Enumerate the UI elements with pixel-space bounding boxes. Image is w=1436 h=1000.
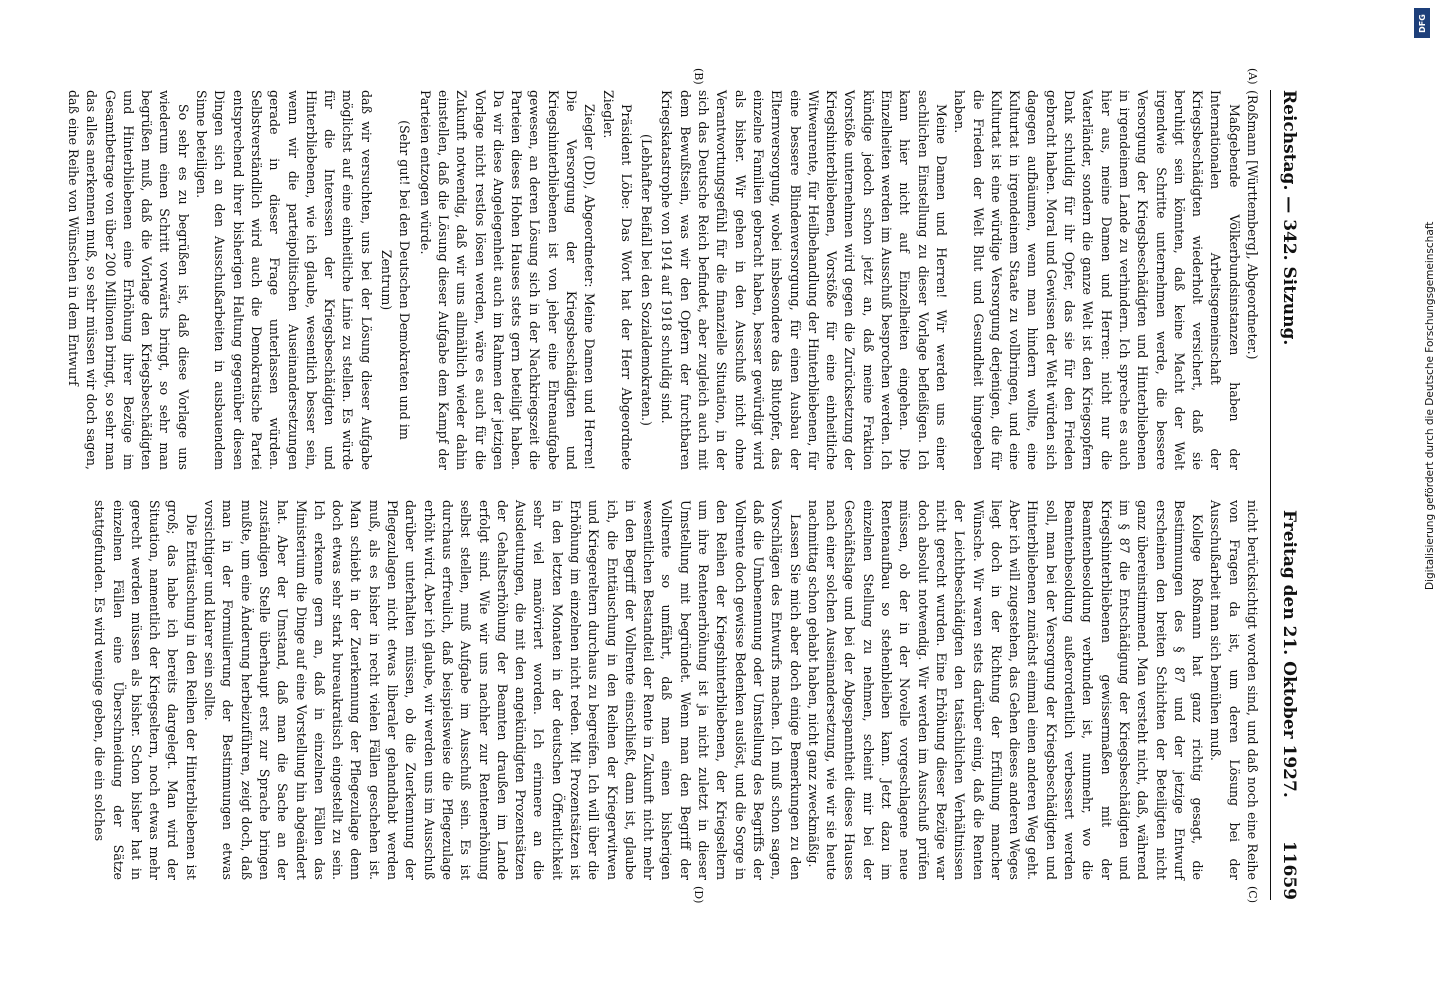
paragraph: Meine Damen und Herren! Wir werden uns einer sachlichen Einstellung zu dieser Vorlage befleißigen. Ich kann hier nicht auf Einzelheiten eingehen. Die Einzelheiten werden im Ausschuß besprochen werden. Ich kündige jedoch schon jetzt an, daß meine Fraktion Vorstöße unternehmen wird gegen die Zurücksetzung der Kriegshinterbliebenen, Vorstöße für eine einheitliche Witwenrente, für Heilbehandlung der Hinterbliebenen, für eine bessere Blindenversorgung, für einen Ausbau der Elternversorgung, wobei insbesondere das Blutopfer, das einzelne Familien gebracht haben, besser gewürdigt wird als bisher. Wir gehen in den Ausschuß nicht ohne Verantwortungsgefühl für die finanzielle Situation, in der sich das Deutsche Reich befindet, aber zugleich auch mit dem Bewußtsein, was wir den Opfern der furchtbaren Kriegskatastrophe von 1914 auf 1918 schuldig sind.	[659, 90, 949, 470]
paragraph: Maßgebende Völkerbundsinstanzen haben der Internationalen Arbeitsgemeinschaft der Kriegsbeschädigten wiederholt versichert, daß sie beruhigt sein könnten, daß keine Macht der Welt irgendwie Schritte unternehmen werde, die bessere Versorgung der Kriegsbeschädigten und Hinterbliebenen in irgendeinem Lande zu verhindern. Ich spreche es auch hier aus, meine Damen und Herren: nicht nur die Vaterländer, sondern die ganze Welt ist den Kriegsopfern Dank schuldig für ihr Opfer, das sie für den Frieden gebracht haben. Moral und Gewissen der Welt würden sich dagegen aufbäumen, wenn man hindern wollte, eine Kulturtat in irgendeinem Staate zu vollbringen, und eine Kulturtat ist eine würdige Versorgung derjenigen, die für die Frieden der Welt Blut und Gesundheit hingegeben haben.	[952, 90, 1242, 470]
paragraph: Lassen Sie mich aber doch einige Bemerkungen zu den Vorschlägen des Entwurfs machen. Ich muß schon sagen, daß die Umbenennung oder Umstellung des Begriffs der Vollrente doch gewisse Bedenken auslöst, und die Sorge in den Reihen der Kriegshinterbliebenen, der Kriegseltern um ihre Rentenerhöhung ist ja nicht zuletzt in dieser Umstellung mit begründet. Wenn man den Begriff der Vollrente so umfährt, daß man einen bisherigen wesentlichen Bestandteil der Rente in Zukunft nicht mehr in den Begriff der Vollrente einschließt, dann ist, glaube ich, die Enttäuschung in den Reihen der Kriegerwitwen und Kriegereltern durchaus zu begreifen. Ich will über die Erhöhung im einzelnen nicht reden. Mit Prozentsätzen ist in den letzten Monaten in der deutschen Öffentlichkeit sehr viel manövriert worden. Ich erinnere an die Ausdeutungen, die mit den angekündigten Prozentsätzen der Gehaltserhöhung der Beamten draußen im Lande erfolgt sind. Wie wir uns nachher zur Rentenerhöhung selbst stellen, muß Aufgabe im Ausschuß sein. Es ist durchaus erfreulich, daß beispielsweise die Pflegezulage erhöht wird. Aber ich glaube, wir werden uns im Ausschuß darüber unterhalten müssen, ob die Zuerkennung der Pflegezulagen nicht etwas liberaler gehandhabt werden muß, als es bisher in recht vielen Fällen geschehen ist. Man schiebt in der Zuerkennung der Pflegezulage denn doch etwas sehr stark bureaukratisch eingestellt zu sein. Ich erkenne gern an, daß in einzelnen Fällen das Ministerium die Dinge auf eine Vorstellung hin abgeändert hat. Aber der Umstand, daß man die Sache an der zuständigen Stelle überhaupt erst zur Sprache bringen mußte, um eine Änderung herbeizuführen, zeigt doch, daß man in der Formulierung der Bestimmungen etwas vorsichtiger und klarer sein sollte.	[202, 500, 803, 880]
dfg-logo: DFG	[1414, 8, 1430, 38]
paragraph: Ziegler (DD), Abgeordneter: Meine Damen und Herren! Die Versorgung der Kriegsbeschädigten und Kriegshinterbliebenen ist von jeher eine Ehrenaufgabe gewesen, an deren Lösung sich in der Nachkriegszeit die Parteien dieses Hohen Hauses stets gern beteiligt haben. Da wir diese Angelegenheit auch im Rahmen der jetzigen Vorlage nicht restlos lösen werden, wäre es auch für die Zukunft notwendig, daß wir uns allmählich wieder dahin einstellen, daß die Lösung dieser Aufgabe dem Kampf der Parteien entzogen würde.	[417, 90, 598, 470]
left-column	[66, 90, 1261, 470]
applause-note: (Lebhafter Beifall bei den Sozialdemokraten.)	[639, 134, 655, 426]
page-number: 11659	[1279, 840, 1299, 900]
margin-mark-d: (D)	[692, 886, 705, 904]
paragraph: Die Enttäuschung in den Reihen der Hinterbliebenen ist groß; das habe ich bereits dargelegt. Man wird der Situation, namentlich der Kriegseltern, noch etwas mehr gerecht werden müssen als bisher. Schon bisher hat in einzelnen Fällen eine Überschneidung der Sätze stattgefunden. Es wird wenige geben, die ein solches	[92, 500, 199, 880]
interjection-note: (Sehr gut! bei den Deutschen Demokraten und im Zentrum)	[379, 120, 413, 440]
president-statement: Präsident Löbe: Das Wort hat der Herr Abgeordnete Ziegler.	[600, 90, 634, 470]
right-column	[92, 500, 1261, 880]
paragraph: So sehr es zu begrüßen ist, daß diese Vorlage uns wiederum einen Schritt vorwärts bringt, so sehr man begrüßen muß, daß die Vorlage den Kriegsbeschädigten und Hinterbliebenen eine Erhöhung ihrer Bezüge im Gesamtbetrage von über 200 Millionen bringt, so sehr man das alles anerkennen muß, so sehr müssen wir doch sagen, daß eine Reihe von Wünschen in dem Entwurf	[66, 90, 191, 470]
margin-mark-a: (A)	[1246, 68, 1259, 85]
header-date: Freitag den 21. Oktober 1927.	[1279, 510, 1299, 798]
margin-mark-b: (B)	[692, 68, 705, 85]
header-left: Reichstag. — 342. Sitzung.	[1279, 90, 1299, 346]
speaker-continuation: (Roßmann [Württemberg], Abgeordneter.)	[1245, 90, 1260, 360]
paragraph: daß wir versuchten, uns bei der Lösung dieser Aufgabe möglichst auf eine einheitliche Linie zu stellen. Es würde für die Interessen der Kriegsbeschädigten und Hinterbliebenen, wie ich glaube, wesentlich besser sein, wenn wir die parteipolitischen Auseinandersetzungen gerade in dieser Frage unterlassen würden. Selbstverständlich wird auch die Demokratische Partei entsprechend ihrer bisherigen Haltung gegenüber diesen Dingen sich an den Ausschußarbeiten in ausbauendem Sinne beteiligen.	[194, 90, 374, 470]
document-page	[66, 68, 1305, 904]
page-header	[1270, 90, 1305, 900]
paragraph: Kollege Roßmann hat ganz richtig gesagt, die Bestimmungen des § 87 und der jetzige Entwurf erscheinen den breiten Schichten der Beteiligten nicht ganz übereinstimmend. Man versteht nicht, daß, während im § 87 die Entschädigung der Kriegsbeschädigten und Kriegshinterbliebenen gewissermaßen mit der Beamtenbesoldung verbunden ist, nunmehr, wo die Beamtenbesoldung außerordentlich verbessert werden soll, man bei der Versorgung der Kriegsbeschädigten und Hinterbliebenen zunächst einmal einen anderen Weg geht. Aber ich will zugestehen, das Gehen dieses anderen Weges liegt doch in der Richtung der Erfüllung mancher Wünsche. Wir waren stets darüber einig, daß die Renten der Leichtbeschädigten den tatsächlichen Verhältnissen nicht gerecht wurden. Eine Erhöhung dieser Bezüge war doch absolut notwendig. Wir werden im Ausschuß prüfen müssen, ob der in der Novelle vorgeschlagene neue Rentenaufbau so stehenbleiben kann. Jetzt dazu im einzelnen Stellung zu nehmen, scheint mir bei der Geschäftslage und bei der Abgespanntheit dieses Hauses nach einer solchen Auseinandersetzung, wie wir sie heute nachmittag schon gehabt haben, nicht ganz zweckmäßig.	[805, 500, 1206, 880]
margin-mark-c: (C)	[1246, 886, 1259, 903]
digitization-credit: Digitalisierung gefördert durch die Deutsche Forschungsgemeinschaft	[1424, 221, 1436, 590]
paragraph: nicht berücksichtigt worden sind, und daß noch eine Reihe von Fragen da ist, um deren Lösung bei der Ausschußarbeit man sich bemühen muß.	[1208, 500, 1260, 880]
